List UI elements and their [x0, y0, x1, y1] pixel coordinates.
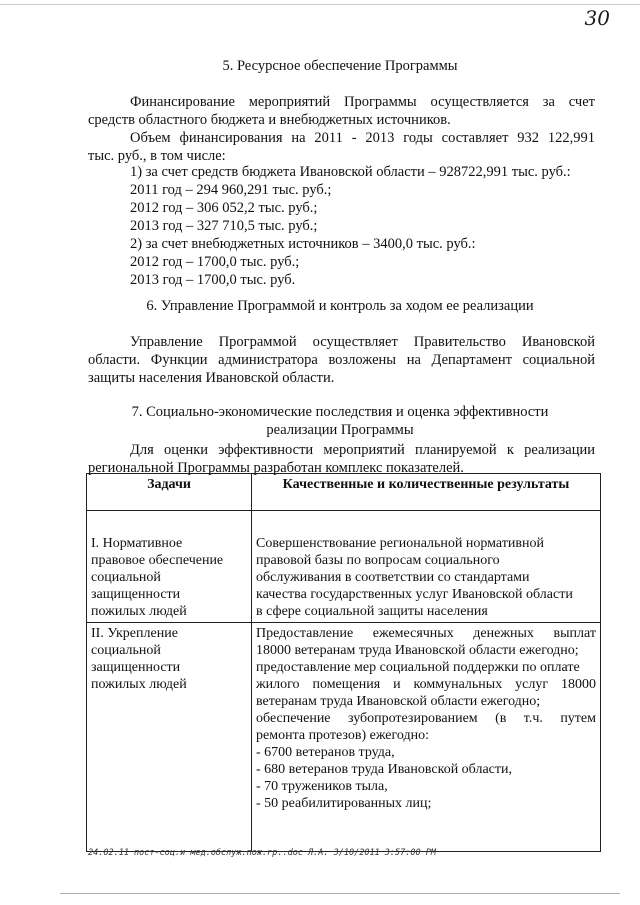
- table-header-row: [87, 474, 601, 511]
- result-line: ремонта протезов) ежегодно:: [256, 728, 430, 743]
- funding-item: 2012 год – 1700,0 тыс. руб.;: [130, 254, 300, 270]
- result-line: качества государственных услуг Ивановской области: [256, 587, 573, 602]
- funding-item: 2012 год – 306 052,2 тыс. руб.;: [130, 200, 318, 216]
- task-cell: [87, 511, 252, 623]
- funding-item: 2013 год – 327 710,5 тыс. руб.;: [130, 218, 318, 234]
- section5-para2-line1: Объем финансирования на 2011 - 2013 годы составляет 932 122,991: [130, 130, 595, 146]
- task-line: правовое обеспечение: [91, 553, 224, 568]
- section5-para2-line2: тыс. руб., в том числе:: [88, 148, 226, 164]
- scan-bottom-edge: [60, 893, 620, 894]
- result-line: - 50 реабилитированных лиц;: [256, 796, 432, 811]
- results-table: [86, 473, 601, 852]
- result-line: 18000 ветеранам труда Ивановской области ежегодно;: [256, 643, 579, 658]
- header-tasks: Задачи: [87, 474, 252, 511]
- result-line: Совершенствование региональной нормативной: [256, 536, 544, 551]
- header-results: Качественные и количественные результаты: [252, 474, 601, 511]
- funding-item: 2013 год – 1700,0 тыс. руб.: [130, 272, 296, 288]
- section7-para: [88, 441, 595, 477]
- result-line: ветеранам труда Ивановской области ежегодно;: [256, 694, 541, 709]
- section6-line2: области. Функции администратора возложены на Департамент социальной: [88, 352, 595, 368]
- task-line: социальной: [91, 570, 161, 585]
- task-line: защищенности: [91, 587, 181, 602]
- table-row: [87, 623, 601, 852]
- page-number: 30: [584, 6, 610, 30]
- section6-para: [88, 333, 595, 387]
- result-cell: [252, 623, 601, 852]
- result-line: - 680 ветеранов труда Ивановской области,: [256, 762, 512, 777]
- result-line: - 6700 ветеранов труда,: [256, 745, 395, 760]
- result-line: предоставление мер социальной поддержки по оплате: [256, 660, 580, 675]
- result-line: обслуживания в соответствии со стандартами: [256, 570, 530, 585]
- task-line: защищенности: [91, 660, 181, 675]
- task-line: пожилых людей: [91, 604, 187, 619]
- section6-line3: защиты населения Ивановской области.: [88, 370, 335, 386]
- document-footer: 24.02.11 пост-соц.и мед.обслуж.пож.гр..doc Л.А. 3/10/2011 3:57:00 PM: [88, 848, 436, 858]
- task-line: пожилых людей: [91, 677, 187, 692]
- result-text: обеспечение зубопротезированием (в т.ч. путем: [256, 711, 596, 726]
- result-line: - 70 тружеников тыла,: [256, 779, 388, 794]
- scan-top-edge: [0, 4, 640, 5]
- funding-item: 2011 год – 294 960,291 тыс. руб.;: [130, 182, 332, 198]
- section7-title-line2: реализации Программы: [266, 422, 414, 438]
- section6-line1: Управление Программой осуществляет Правительство Ивановской: [130, 334, 595, 350]
- funding-item: 2) за счет внебюджетных источников – 3400,0 тыс. руб.:: [130, 236, 476, 252]
- section5-para1: [88, 93, 595, 129]
- section7-title-line1: 7. Социально-экономические последствия и оценка эффективности: [131, 404, 549, 420]
- result-text: жилого помещения и коммунальных услуг 18000: [256, 677, 596, 692]
- section7-line1: Для оценки эффективности мероприятий планируемой к реализации: [130, 442, 595, 458]
- result-line: [256, 676, 596, 693]
- result-cell: [252, 511, 601, 623]
- result-line: [256, 625, 596, 642]
- result-text: Предоставление ежемесячных денежных выплат: [256, 626, 596, 641]
- section5-title: 5. Ресурсное обеспечение Программы: [222, 58, 458, 74]
- result-line: в сфере социальной защиты населения: [256, 604, 488, 619]
- result-line: [256, 710, 596, 727]
- table-row: [87, 511, 601, 623]
- section5-para2: [88, 129, 595, 165]
- section7-line2: региональной Программы разработан комплекс показателей.: [88, 460, 464, 476]
- task-line: II. Укрепление: [91, 626, 178, 641]
- section5-para1-line1: Финансирование мероприятий Программы осуществляется за счет: [130, 94, 595, 110]
- task-line: I. Нормативное: [91, 536, 183, 551]
- task-cell: [87, 623, 252, 852]
- funding-item: 1) за счет средств бюджета Ивановской области – 928722,991 тыс. руб.:: [130, 164, 571, 180]
- result-line: правовой базы по вопросам социального: [256, 553, 500, 568]
- task-line: социальной: [91, 643, 161, 658]
- section5-para1-line2: средств областного бюджета и внебюджетных источников.: [88, 112, 451, 128]
- section6-title: 6. Управление Программой и контроль за ходом ее реализации: [146, 298, 534, 314]
